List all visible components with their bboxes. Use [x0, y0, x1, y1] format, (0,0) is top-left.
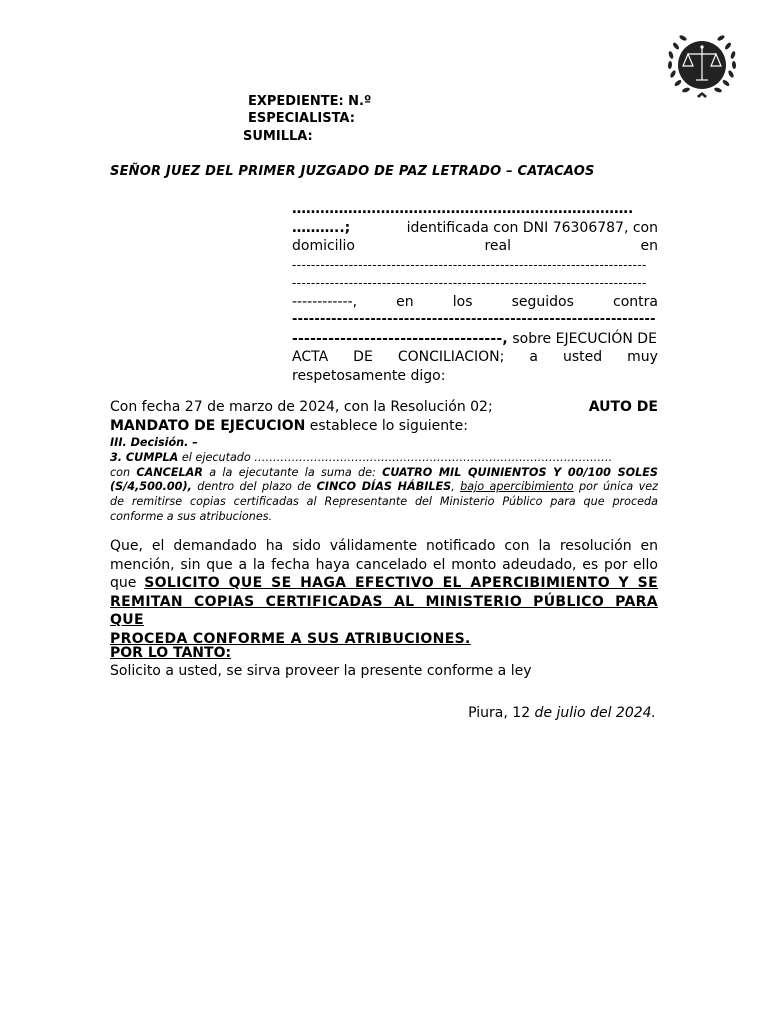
text-run: con: [110, 465, 137, 479]
text-word: en: [640, 238, 658, 254]
petitioner-intro: [292, 200, 658, 385]
address-blank-end: ------------,: [292, 293, 358, 310]
intro-line-8: [292, 348, 658, 367]
text-run-bold: (S/4,500.00),: [110, 480, 192, 494]
text-word: domicilio: [292, 238, 355, 254]
quote-line-2: [110, 466, 658, 481]
intro-line-1: [292, 219, 658, 238]
text-run: que: [110, 575, 145, 591]
intro-line-7: [292, 330, 658, 349]
quoted-decision: [110, 436, 658, 525]
quote-line-1: [110, 451, 658, 466]
intro-line-5: [292, 293, 658, 312]
text-run: ,: [451, 480, 461, 494]
text-run: el ejecutado ……………………………………………………………………………………: [178, 450, 613, 464]
text-word: seguidos: [511, 293, 574, 310]
text-run: dentro del plazo de: [191, 480, 317, 494]
text-run-bold: CUATRO MIL QUINIENTOS Y 00/100 SOLES: [382, 465, 658, 479]
date-rest: de julio del 2024.: [530, 705, 656, 721]
text-run: Con fecha 27 de marzo de 2024, con la Resolución 02;: [110, 399, 493, 415]
text-run-bold: CINCO DÍAS HÁBILES: [316, 480, 452, 494]
address-blank-line: ---------------------------------------------------------------------------: [292, 257, 647, 272]
text-run-underlined: bajo apercibimiento: [460, 480, 574, 494]
defendant-blank-end: -----------------------------------,: [292, 330, 508, 347]
text-word: a: [529, 349, 538, 365]
subject-text: sobre EJECUCIÓN DE: [507, 330, 657, 347]
p1-line-2: [110, 417, 658, 436]
text-word: real: [484, 238, 511, 254]
text-run: establece lo siguiente:: [305, 417, 468, 434]
addressee-heading: SEÑOR JUEZ DEL PRIMER JUZGADO DE PAZ LETRADO – CATACAOS: [110, 164, 595, 179]
scales-of-justice-laurel-logo-icon: [663, 28, 741, 102]
p2-line-1: Que, el demandado ha sido válidamente notificado con la resolución en: [110, 538, 658, 554]
p2-line-2: mención, sin que a la fecha haya cancelado el monto adeudado, es por ello: [110, 556, 658, 573]
defendant-blank-line: -----------------------------------------------------------------: [292, 312, 656, 327]
specialist-label: ESPECIALISTA:: [248, 111, 355, 126]
paragraph-request: [110, 537, 658, 648]
p1-line-1: [110, 398, 658, 417]
text-word: muy: [627, 349, 658, 365]
text-run: por única vez: [573, 480, 659, 494]
text-run-bold: 3. CUMPLA: [110, 450, 179, 464]
therefore-heading: POR LO TANTO:: [110, 645, 232, 661]
text-run-bold-underlined: REMITAN COPIAS CERTIFICADAS AL MINISTERIO PÚBLICO PARA QUE: [110, 593, 658, 628]
intro-line-9: respetosamente digo:: [292, 367, 446, 384]
text-run-bold: MANDATO DE EJECUCION: [110, 417, 306, 434]
p2-line-3: [110, 574, 658, 593]
text-run-bold-underlined: SOLICITO QUE SE HAGA EFECTIVO EL APERCIBIMIENTO Y SE: [144, 575, 658, 591]
address-blank-line: ---------------------------------------------------------------------------: [292, 276, 647, 290]
text-run: a la ejecutante la suma de:: [202, 465, 383, 479]
name-placeholder-dots: ……………………………………………………………….: [292, 201, 634, 217]
decision-heading: III. Decisión. –: [110, 436, 198, 449]
paragraph-resolution: [110, 398, 658, 435]
p2-line-4: [110, 593, 658, 630]
text-run-bold-underlined: PROCEDA CONFORME A SUS ATRIBUCIONES.: [110, 630, 471, 647]
text-word: los: [452, 293, 473, 310]
name-placeholder-dots: ………..;: [292, 219, 351, 236]
signing-date: [468, 705, 656, 721]
text-run-bold: CANCELAR: [136, 465, 203, 479]
text-run-bold: AUTO DE: [588, 399, 658, 415]
quote-line-3: [110, 480, 658, 495]
text-word: contra: [613, 293, 658, 310]
intro-line-2: [292, 237, 658, 256]
text-word: DE: [353, 349, 373, 365]
text-word: ACTA: [292, 349, 329, 365]
quote-line-5: conforme a sus atribuciones.: [110, 509, 273, 523]
id-text: identificada con DNI 76306787, con: [406, 219, 658, 236]
summary-label: SUMILLA:: [243, 129, 313, 144]
case-number-label: EXPEDIENTE: N.º: [248, 94, 372, 109]
request-line: Solicito a usted, se sirva proveer la presente conforme a ley: [110, 663, 532, 679]
date-place: Piura, 12: [468, 705, 531, 721]
text-word: CONCILIACION;: [397, 349, 505, 365]
quote-line-4: de remitirse copias certificadas al Representante del Ministerio Público para que proceda: [110, 495, 658, 509]
text-word: en: [396, 293, 414, 310]
text-word: usted: [563, 349, 603, 365]
